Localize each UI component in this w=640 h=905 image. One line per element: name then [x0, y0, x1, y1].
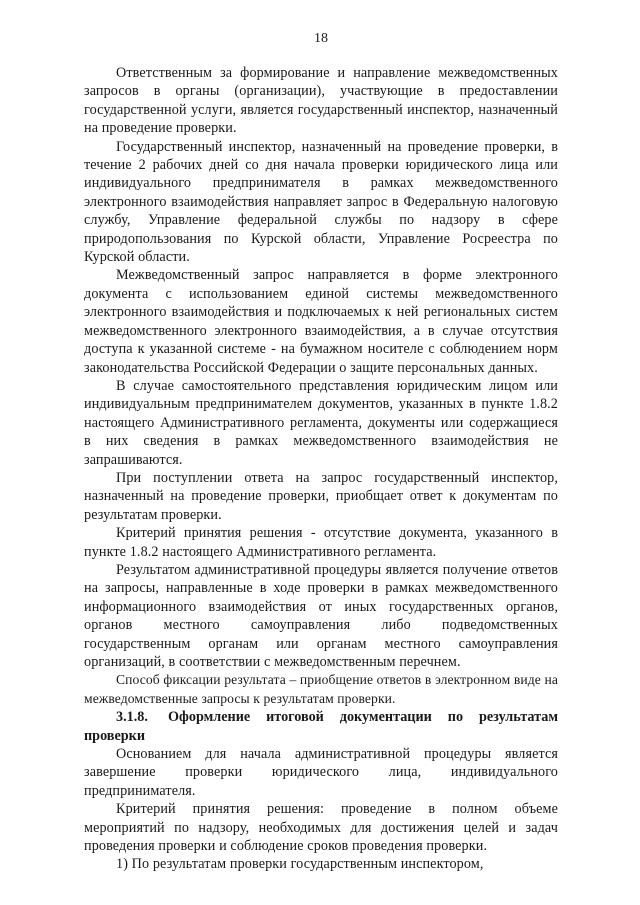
paragraph-request-form: Межведомственный запрос направляется в форме электронного документа с использованием единой системы межведомственного электронного взаимодействия и подключаемых к ней региональных систем межведомственного электронного взаимодействия, а в случае отсутствия доступа к указанной системе - на бумажном носителе с соблюдением норм законодательства Российской Федерации о защите персональных данных.	[84, 267, 558, 376]
paragraph-criterion-completion: Критерий принятия решения: проведение в полном объеме мероприятий по надзору, необходимых для достижения целей и задач проведения проверки и соблюдение сроков проведения проверки.	[84, 801, 558, 855]
paragraph-responsible: Ответственным за формирование и направление межведомственных запросов в органы (организации), участвующие в предоставлении государственной услуги, является государственный инспектор, назначенный на проведение проверки.	[84, 65, 558, 137]
paragraph-self-submission: В случае самостоятельного представления юридическим лицом или индивидуальным предпринимателем документов, указанных в пункте 1.8.2 настоящего Административного регламента, документы или содержащиеся в них сведения в рамках межведомственного взаимодействия не запрашиваются.	[84, 377, 558, 468]
paragraph-inspector-request: Государственный инспектор, назначенный на проведение проверки, в течение 2 рабочих дней со дня начала проверки юридического лица или индивидуального предпринимателя в рамках межведомственного электронного взаимодействия направляет запрос в Федеральную налоговую службу, Управление федеральной службы по надзору в сфере природопользования по Курской области, Управление Росреестра по Курской области.	[84, 138, 558, 266]
paragraph-response-received: При поступлении ответа на запрос государственный инспектор, назначенный на проведение проверки, приобщает ответ к документам по результатам проверки.	[84, 469, 558, 523]
section-number: 3.1.8.	[116, 709, 148, 726]
paragraph-decision-criterion: Критерий принятия решения - отсутствие документа, указанного в пункте 1.8.2 настоящего Административного регламента.	[84, 525, 558, 560]
section-heading	[84, 708, 558, 745]
paragraph-procedure-result: Результатом административной процедуры является получение ответов на запросы, направленные в ходе проверки в рамках межведомственного информационного взаимодействия от иных государственных органов, органов местного самоуправления либо подведомственных государственным органам или органам местного самоуправления организаций, в соответствии с межведомственным перечнем.	[84, 561, 558, 670]
page-number: 18	[314, 31, 328, 46]
section-title: Оформление итоговой документации по результатам проверки	[84, 709, 558, 744]
document-page	[84, 30, 558, 874]
paragraph-fixation-method: Способ фиксации результата – приобщение ответов в электронном виде на межведомственные запросы к результатам проверки.	[84, 672, 558, 706]
paragraph-basis: Основанием для начала административной процедуры является завершение проверки юридического лица, индивидуального предпринимателя.	[84, 746, 558, 799]
paragraph-results-item-1: 1) По результатам проверки государственным инспектором,	[116, 856, 484, 873]
